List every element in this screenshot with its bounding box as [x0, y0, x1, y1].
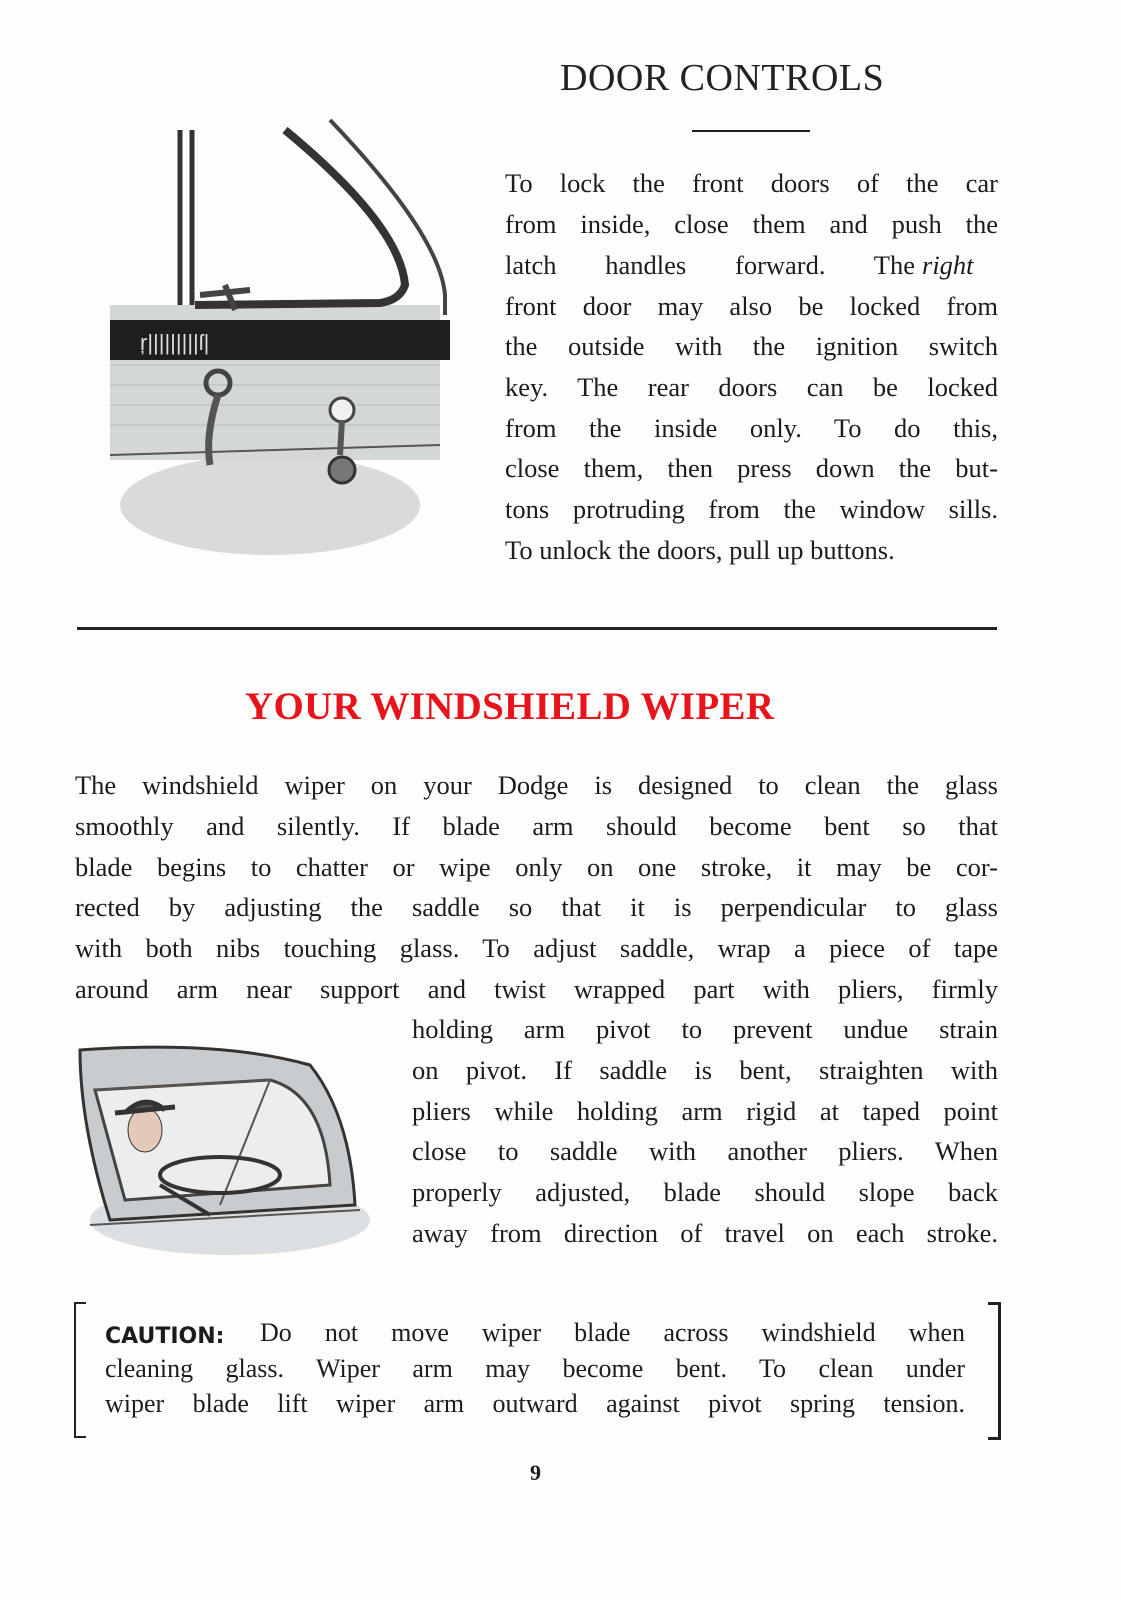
text-line: latch handles forward. The	[505, 250, 915, 280]
text-line: cleaning glass. Wiper arm may become bent. To clean under	[105, 1354, 965, 1383]
text-line: front door may also be locked from	[505, 291, 998, 321]
text-line: on pivot. If saddle is bent, straighten with	[412, 1055, 998, 1085]
text-line: around arm near support and twist wrapped part with pliers, firmly	[75, 974, 998, 1004]
text-line: from the inside only. To do this,	[505, 413, 998, 443]
text-line: with both nibs touching glass. To adjust saddle, wrap a piece of tape	[75, 933, 998, 963]
text-line: tons protruding from the window sills.	[505, 494, 998, 524]
text-line: To lock the front doors of the car	[505, 168, 998, 198]
text-line: wiper blade lift wiper arm outward against pivot spring tension.	[105, 1389, 965, 1418]
text-line: away from direction of travel on each stroke.	[412, 1218, 998, 1248]
right-bracket	[988, 1302, 1001, 1440]
text-line: Do not move wiper blade across windshield when	[260, 1318, 965, 1347]
text-line: smoothly and silently. If blade arm should become bent so that	[75, 811, 998, 841]
text-line: blade begins to chatter or wipe only on one stroke, it may be cor-	[75, 852, 998, 882]
text-line: To unlock the doors, pull up buttons.	[505, 535, 895, 565]
text-line: properly adjusted, blade should slope back	[412, 1177, 998, 1207]
windshield-wiper-heading: YOUR WINDSHIELD WIPER	[245, 685, 775, 728]
heading-underline	[692, 130, 810, 132]
text-line: from inside, close them and push the	[505, 209, 998, 239]
text-line: The windshield wiper on your Dodge is designed to clean the glass	[75, 770, 998, 800]
svg-text:ŗ|||||||||ſ|: ŗ|||||||||ſ|	[140, 330, 210, 355]
door-handles-illustration	[100, 115, 460, 565]
section-divider	[77, 627, 997, 630]
text-line: the outside with the ignition switch	[505, 331, 998, 361]
caution-label-text: CAUTION:	[105, 1324, 225, 1349]
text-line-italic: right	[922, 250, 974, 280]
left-bracket	[74, 1302, 86, 1438]
text-line: holding arm pivot to prevent undue strain	[412, 1014, 998, 1044]
door-controls-heading: DOOR CONTROLS	[560, 57, 885, 99]
car-windshield-illustration	[70, 1035, 370, 1265]
page-number: 9	[530, 1460, 541, 1485]
text-line: close to saddle with another pliers. When	[412, 1136, 998, 1166]
text-line: close them, then press down the but-	[505, 453, 998, 483]
caution-label	[105, 1320, 224, 1352]
text-line: key. The rear doors can be locked	[505, 372, 998, 402]
text-line: rected by adjusting the saddle so that it is perpendicular to glass	[75, 892, 998, 922]
text-line: pliers while holding arm rigid at taped point	[412, 1096, 998, 1126]
